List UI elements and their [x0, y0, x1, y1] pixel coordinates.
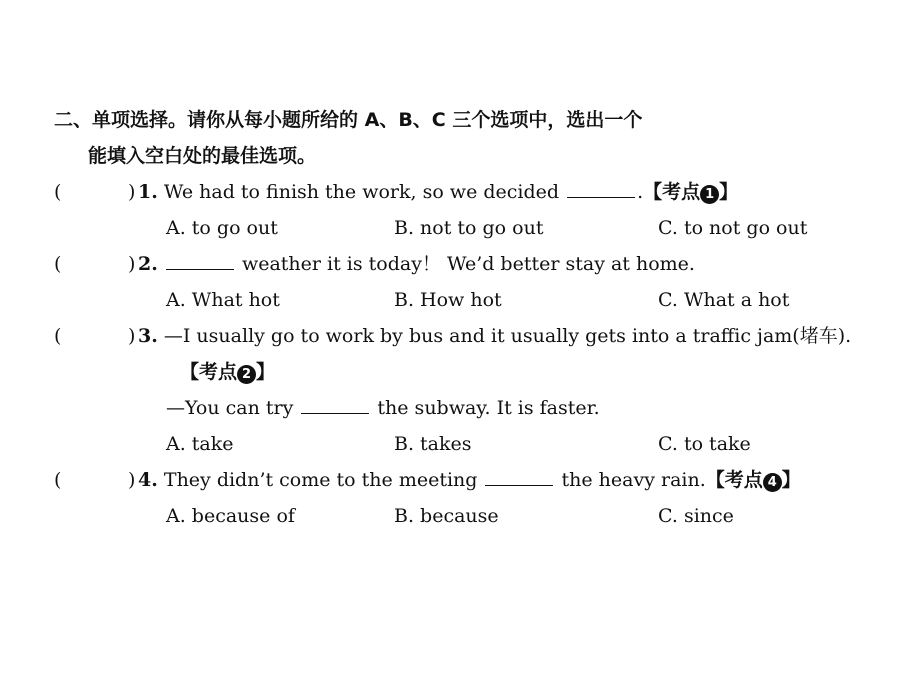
option-c[interactable]: C. to not go out	[658, 217, 808, 239]
question-3-reply	[166, 396, 600, 420]
option-c[interactable]: C. since	[658, 505, 734, 527]
tag-close: 】	[781, 469, 801, 491]
answer-paren-open: (	[54, 253, 62, 275]
question-text: They didn’t come to the meeting	[163, 469, 478, 491]
answer-paren-open: (	[54, 469, 62, 491]
answer-paren-close[interactable]: )	[128, 469, 136, 491]
answer-blank	[166, 253, 234, 270]
circled-number-icon: 4	[763, 473, 782, 492]
knowledge-point-tag	[180, 360, 275, 384]
answer-blank	[485, 469, 553, 486]
option-b[interactable]: B. takes	[394, 433, 472, 455]
answer-paren-close[interactable]: )	[128, 253, 136, 275]
tag-close: 】	[256, 361, 276, 383]
tag-open: 【考点	[180, 361, 238, 383]
question-text: —You can try	[166, 397, 294, 419]
option-a[interactable]: A. to go out	[166, 217, 278, 239]
question-text: weather it is today！ We’d better stay at home.	[241, 253, 695, 275]
tag-open: 【考点	[705, 469, 763, 491]
question-text-end: the heavy rain.	[561, 469, 706, 491]
section-title-line1: 二、单项选择。请你从每小题所给的 A、B、C 三个选项中，选出一个	[54, 109, 643, 131]
question-number: 1.	[138, 181, 158, 203]
answer-paren-open: (	[54, 181, 62, 203]
question-text-end: .	[637, 181, 644, 203]
section-title-line2: 能填入空白处的最佳选项。	[88, 145, 317, 167]
answer-blank	[567, 181, 635, 198]
question-text-end: the subway. It is faster.	[377, 397, 600, 419]
option-c[interactable]: C. What a hot	[658, 289, 790, 311]
option-b[interactable]: B. not to go out	[394, 217, 544, 239]
answer-paren-close[interactable]: )	[128, 181, 136, 203]
question-number: 4.	[138, 469, 158, 491]
circled-number-icon: 1	[700, 185, 719, 204]
option-a[interactable]: A. take	[166, 433, 234, 455]
tag-close: 】	[719, 181, 739, 203]
tag-open: 【考点	[643, 181, 701, 203]
knowledge-point-tag	[706, 469, 801, 491]
question-text: We had to finish the work, so we decided	[163, 181, 560, 203]
question-number: 2.	[138, 253, 158, 275]
option-a[interactable]: A. because of	[166, 505, 295, 527]
question-text: —I usually go to work by bus and it usually gets into a traffic jam(堵车).	[163, 325, 852, 347]
answer-blank	[301, 397, 369, 414]
option-b[interactable]: B. How hot	[394, 289, 502, 311]
question-number: 3.	[138, 325, 158, 347]
answer-paren-close[interactable]: )	[128, 325, 136, 347]
option-c[interactable]: C. to take	[658, 433, 751, 455]
option-b[interactable]: B. because	[394, 505, 499, 527]
option-a[interactable]: A. What hot	[166, 289, 280, 311]
circled-number-icon: 2	[237, 365, 256, 384]
knowledge-point-tag	[643, 181, 738, 203]
answer-paren-open: (	[54, 325, 62, 347]
